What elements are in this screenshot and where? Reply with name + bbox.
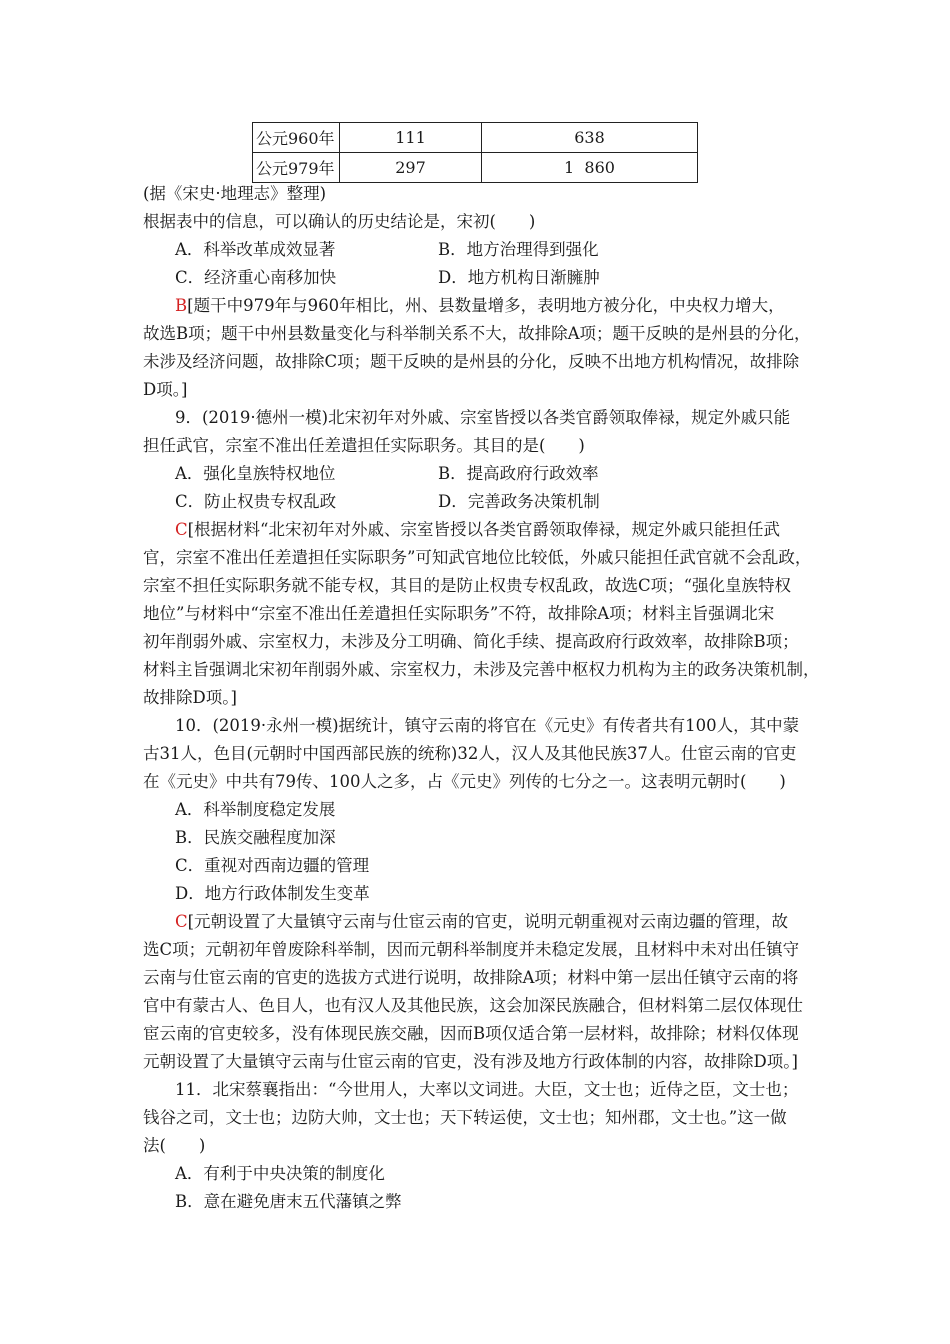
q9-explanation-line: 故排除D项。] xyxy=(143,688,237,707)
q10-option-b: B．民族交融程度加深 xyxy=(175,828,336,847)
q9-stem-line: 担任武官，宗室不准出任差遣担任实际职务。其目的是( ) xyxy=(143,436,585,455)
data-table xyxy=(252,122,698,183)
q10-explanation-line: 选C项；元朝初年曾废除科举制，因而元朝科举制度并未稳定发展，且材料中未对出任镇守 xyxy=(143,940,800,959)
q9-explanation-line: 初年削弱外戚、宗室权力，未涉及分工明确、简化手续、提高政府行政效率，故排除B项； xyxy=(143,632,799,651)
q8-explanation-line: 故选B项；题干中州县数量变化与科举制关系不大，故排除A项；题干反映的是州县的分化， xyxy=(143,324,811,343)
explanation-text: [元朝设置了大量镇守云南与仕宦云南的官吏，说明元朝重视对云南边疆的管理，故 xyxy=(187,912,789,931)
table-cell: 638 xyxy=(482,123,698,153)
table-cell: 111 xyxy=(340,123,482,153)
q9-explanation-line: 材料主旨强调北宋初年削弱外戚、宗室权力，未涉及完善中枢权力机构为主的政务决策机制， xyxy=(143,660,820,679)
q10-option-d: D．地方行政体制发生变革 xyxy=(175,884,370,903)
q8-stem: 根据表中的信息，可以确认的历史结论是，宋初( ) xyxy=(143,212,536,231)
q8-option-b: B．地方治理得到强化 xyxy=(438,240,599,259)
q9-stem-line: 9．(2019·德州一模)北宋初年对外戚、宗室皆授以各类官爵领取俸禄，规定外戚只能 xyxy=(175,408,791,427)
q8-explanation-line: D项。] xyxy=(143,380,188,399)
q11-option-b: B．意在避免唐末五代藩镇之弊 xyxy=(175,1192,402,1211)
q9-option-c: C．防止权贵专权乱政 xyxy=(175,492,337,511)
q10-answer: C xyxy=(175,912,188,931)
q11-stem-line: 11．北宋蔡襄指出：“今世用人，大率以文词进。大臣，文士也；近侍之臣，文士也； xyxy=(175,1080,799,1099)
q10-stem-line: 在《元史》中共有79传、100人之多，占《元史》列传的七分之一。这表明元朝时( ) xyxy=(143,772,786,791)
q9-explanation-line: 地位”与材料中“宗室不准出任差遣担任实际职务”不符，故排除A项；材料主旨强调北宋 xyxy=(143,604,775,623)
q9-explanation-line: 官，宗室不准出任差遣担任实际职务”可知武官地位比较低，外戚只能担任武官就不会乱政， xyxy=(143,548,812,567)
table-cell: 公元979年 xyxy=(253,153,340,183)
q11-stem-line: 钱谷之司，文士也；边防大帅，文士也；天下转运使，文士也；知州郡，文士也。”这一做 xyxy=(143,1108,787,1127)
q11-stem-line: 法( ) xyxy=(143,1136,206,1155)
q10-explanation-line: 云南与仕宦云南的官吏的选拔方式进行说明，故排除A项；材料中第一层出任镇守云南的将 xyxy=(143,968,799,987)
q8-explanation-line: 未涉及经济问题，故排除C项；题干反映的是州县的分化，反映不出地方机构情况，故排除 xyxy=(143,352,800,371)
q10-option-c: C．重视对西南边疆的管理 xyxy=(175,856,370,875)
q10-stem-line: 古31人，色目(元朝时中国西部民族的统称)32人，汉人及其他民族37人。仕宦云南的官吏 xyxy=(143,744,797,763)
q10-explanation-line: 官中有蒙古人、色目人，也有汉人及其他民族，这会加深民族融合，但材料第二层仅体现仕 xyxy=(143,996,803,1015)
table-cell: 公元960年 xyxy=(253,123,340,153)
table-cell: 1 860 xyxy=(482,153,698,183)
q9-explanation-line xyxy=(175,516,855,544)
explanation-text: [根据材料“北宋初年对外戚、宗室皆授以各类官爵领取俸禄，规定外戚只能担任武 xyxy=(187,520,780,539)
q10-stem-line: 10．(2019·永州一模)据统计，镇守云南的将官在《元史》有传者共有100人，其中蒙 xyxy=(175,716,800,735)
q8-explanation-line xyxy=(175,292,855,320)
table-cell: 297 xyxy=(340,153,482,183)
q10-explanation-line: 宦云南的官吏较多，没有体现民族交融，因而B项仅适合第一层材料，故排除；材料仅体现 xyxy=(143,1024,799,1043)
q10-explanation-line xyxy=(175,908,855,936)
q10-option-a: A．科举制度稳定发展 xyxy=(175,800,336,819)
q9-answer: C xyxy=(175,520,188,539)
q9-option-d: D．完善政务决策机制 xyxy=(438,492,600,511)
q10-explanation-line: 元朝设置了大量镇守云南与仕宦云南的官吏，没有涉及地方行政体制的内容，故排除D项。] xyxy=(143,1052,798,1071)
q9-option-b: B．提高政府行政效率 xyxy=(438,464,599,483)
q8-option-c: C．经济重心南移加快 xyxy=(175,268,337,287)
q11-option-a: A．有利于中央决策的制度化 xyxy=(175,1164,385,1183)
table-row xyxy=(253,123,698,153)
explanation-text: [题干中979年与960年相比，州、县数量增多，表明地方被分化，中央权力增大， xyxy=(187,296,785,315)
table-row xyxy=(253,153,698,183)
source-note: (据《宋史·地理志》整理) xyxy=(143,184,327,203)
q8-answer: B xyxy=(175,296,188,315)
q8-option-d: D．地方机构日渐臃肿 xyxy=(438,268,600,287)
q9-explanation-line: 宗室不担任实际职务就不能专权，其目的是防止权贵专权乱政，故选C项；“强化皇族特权 xyxy=(143,576,792,595)
q8-option-a: A．科举改革成效显著 xyxy=(175,240,336,259)
q9-option-a: A．强化皇族特权地位 xyxy=(175,464,336,483)
